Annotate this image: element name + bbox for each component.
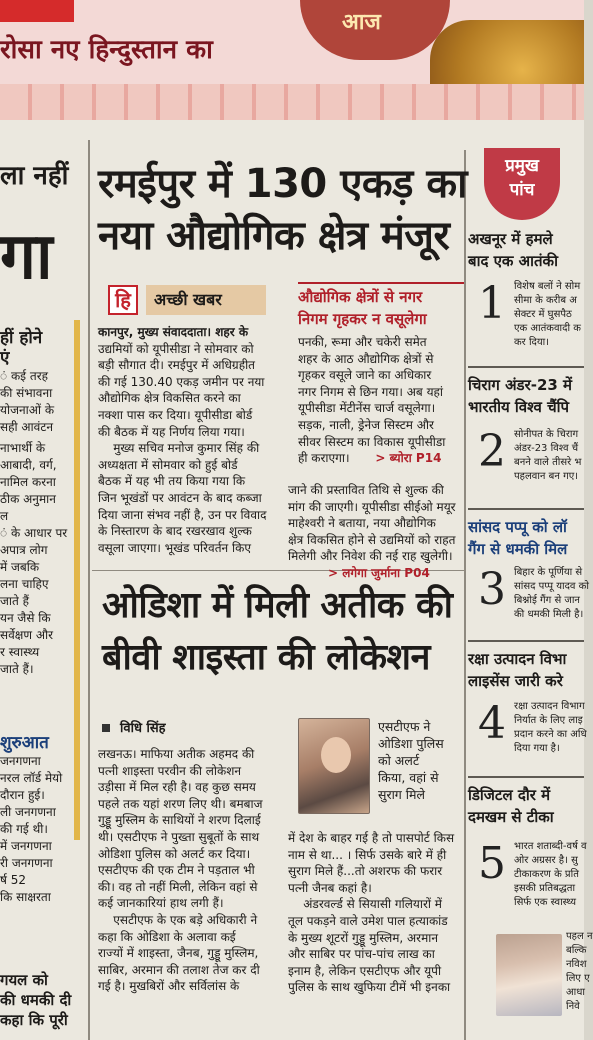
top-five-item-3 <box>468 516 589 636</box>
text-line: क्षेत्र विकसित होने से उद्यमियों को राहत <box>288 532 456 547</box>
text-line: में देश के बाहर गई है तो पासपोर्ट किस <box>288 831 455 845</box>
text-line: में जनगणना <box>0 839 52 853</box>
text-line: निवे <box>566 1001 580 1012</box>
text-line: निगम गृहकर न वसूलेगा <box>298 310 427 328</box>
politician-photo <box>496 934 562 1016</box>
pramukh-paanch-badge <box>484 148 560 220</box>
story2-author: विधि सिंह <box>102 718 166 736</box>
text-line: यूपीसीडा मेंटीनेंस चार्ज वसूलेगा। <box>298 401 436 416</box>
story2-headline <box>102 580 464 684</box>
text-line: किया, वहां से <box>378 770 439 785</box>
text-line: बाद एक आतंकी <box>468 252 558 270</box>
text-line: निर्यात के लिए लाइ <box>514 715 583 726</box>
text-line: दौरान हुई। <box>0 788 45 802</box>
page-reference: > लगेगा जुर्माना P04 <box>328 565 430 580</box>
text-line: पहलवान बन गए। <box>514 471 579 482</box>
text-line: नामिल करना <box>0 475 56 489</box>
text-line: जाने की प्रस्तावित तिथि से शुल्क की <box>288 483 444 497</box>
text-line: ल <box>0 509 9 523</box>
text-line: मुख्य सचिव मनोज कुमार सिंह की <box>98 441 260 456</box>
top-five-item-2 <box>468 374 584 504</box>
top-five-item-5 <box>468 784 587 924</box>
text-line: पत्नी शाइस्ता परवीन की लोकेशन <box>98 763 242 778</box>
item-separator <box>468 366 584 368</box>
text-fragment: ही कराएगा। <box>298 451 350 466</box>
sidebox-title <box>298 282 464 330</box>
text-line: लिए ए <box>566 973 590 984</box>
text-line: उड़ीसा में मिल रही है। वह कुछ समय <box>98 780 256 795</box>
text-line: जिन भूखंडों पर आवंटन के बाद कब्जा <box>98 490 262 505</box>
text-line: कि साक्षरता <box>0 890 51 904</box>
shaista-photo <box>298 718 370 814</box>
item-title <box>468 374 584 418</box>
text-line: की धमकी मिली है। <box>514 609 584 620</box>
text-line: नविश <box>566 959 587 970</box>
left-subhead-2: एं <box>0 348 10 368</box>
item-body <box>514 428 581 484</box>
text-line: दमखम से टीका <box>468 808 554 826</box>
text-line: की धमकी दी <box>0 991 72 1009</box>
text-line: उद्यमियों को यूपीसीडा ने सोमवार को <box>98 341 254 356</box>
text-line: जाते हैं <box>0 594 30 608</box>
banner-headline: रोसा नए हिन्दुस्तान का <box>0 35 213 65</box>
text-line: टीकाकरण के प्रति <box>514 869 579 880</box>
text-line: जनगणना <box>0 754 41 768</box>
photo-side-caption <box>566 930 593 1014</box>
text-line: और साबिर पर पांच-पांच लाख का <box>288 947 435 962</box>
text-line: र स्वास्थ्य <box>0 645 40 659</box>
text-line: में जबकि <box>0 560 40 574</box>
text-line: कहा कि पूरी <box>0 1011 68 1029</box>
text-line: सोनीपत के चिराग <box>514 429 579 440</box>
text-line: एसटीएफ के एक बड़े अधिकारी ने <box>98 912 258 927</box>
text-line: योजनाओं के <box>0 403 55 417</box>
text-line: नाभार्थी के <box>0 441 46 455</box>
text-line: विशेष बलों ने सोम <box>514 281 581 292</box>
text-line: की संभावना <box>0 386 53 400</box>
text-line: भारत शताब्दी-वर्ष व <box>514 841 587 852</box>
top-five-column <box>468 140 593 1040</box>
text-line: नाम से था... । सिर्फ उसके बारे में ही <box>288 847 447 862</box>
item-separator <box>468 508 584 510</box>
text-line: लना चाहिए <box>0 577 49 591</box>
good-news-label: अच्छी खबर <box>146 285 266 315</box>
item-number: 4 <box>478 698 506 749</box>
text-line: बल्कि <box>566 945 587 956</box>
text-line: बिहार के पूर्णिया से <box>514 567 583 578</box>
item-number: 1 <box>478 278 506 329</box>
text-line: लाइसेंस जारी करे <box>468 672 563 690</box>
text-line: सांसद पप्पू को लॉ <box>468 518 567 536</box>
text-line: दिया गया है। <box>514 743 560 754</box>
item-body <box>514 840 587 910</box>
text-line: शहर के आठ औद्योगिक क्षेत्रों से <box>298 351 434 366</box>
text-line: गयल को <box>0 971 48 989</box>
story2-photo-box <box>296 718 464 828</box>
text-line: रक्षा उत्पादन विभाग <box>514 701 585 712</box>
item-body <box>514 700 587 756</box>
text-line: बनने वाले तीसरे भ <box>514 457 582 468</box>
item-number: 3 <box>478 564 506 615</box>
text-line: थी। एसटीएफ ने पुख्ता सुबूतों के साथ <box>98 829 260 844</box>
page-reference-text: ब्योरा P14 <box>389 451 442 466</box>
left-headline-2: गा <box>0 220 51 294</box>
text-line: एक आतंकवादी क <box>514 323 581 334</box>
headline-line: ओडिशा में मिली अतीक की <box>102 585 453 626</box>
text-line: लखनऊ। माफिया अतीक अहमद की <box>98 747 255 761</box>
text-line: कर दिया। <box>514 337 550 348</box>
text-line: सीवर सिस्टम का विकास यूपीसीडा <box>298 434 446 449</box>
banner-aaj-text: आज <box>342 10 381 35</box>
text-line: के मुख्य शूटरों गुड्डू मुस्लिम, अरमान <box>288 930 439 945</box>
text-line: मांग की जाएगी। यूपीसीडा सीईओ मयूर <box>288 499 456 514</box>
text-line: ं के आधार पर <box>0 526 68 540</box>
text-line: री जनगणना <box>0 856 53 870</box>
left-subhead-1: हीं होने <box>0 328 43 348</box>
text-line: चिराग अंडर-23 में <box>468 376 573 394</box>
text-line: की। वह तो नहीं मिली, लेकिन वहां से <box>98 879 258 894</box>
text-line: के निस्तारण के बाद रखरखाव शुल्क <box>98 524 252 539</box>
text-line: सड़क, नाली, ड्रेनेज सिस्टम और <box>298 417 434 432</box>
photo-caption <box>378 718 464 803</box>
text-line: ओडिशा पुलिस <box>378 736 444 751</box>
text-line: नक्शा पास कर दिया। यूपीसीडा बोर्ड <box>98 407 253 422</box>
text-line: नगर निगम से छिन गया। अब यहां <box>298 384 444 399</box>
text-line: पुलिस के साथ खुफिया टीमें भी इनका <box>288 980 451 995</box>
headline-line: रमईपुर में 130 एकड़ का <box>98 161 467 207</box>
text-line: ओर अग्रसर है। सु <box>514 855 578 866</box>
badge-line: पांच <box>509 180 535 200</box>
story1-column-1 <box>98 324 294 556</box>
text-line: आबादी, वर्ग, <box>0 458 57 472</box>
text-line: जाते हैं। <box>0 662 34 676</box>
story1-sidebox <box>298 282 464 470</box>
photo-face <box>321 737 351 773</box>
text-line: डिजिटल दौर में <box>468 786 551 804</box>
text-line: प्रदान करने का अधि <box>514 729 587 740</box>
text-line: सेक्टर में घुसपैठ <box>514 309 572 320</box>
text-line: कई जानकारियां हाथ लगी हैं। <box>98 896 224 911</box>
left-body-1 <box>0 368 74 436</box>
text-line: गुड्डू मुस्लिम के साथियों ने शरण दिलाई <box>98 813 261 828</box>
item-title <box>468 784 584 828</box>
text-line: सर्वेक्षण और <box>0 628 54 642</box>
text-line: वसूला जाएगा। भूखंड परिवर्तन किए <box>98 540 251 555</box>
text-line: बड़ी सौगात दी। रमईपुर में अधिग्रहीत <box>98 358 256 373</box>
page-reference-text: लगेगा जुर्माना P04 <box>342 565 430 580</box>
text-line: अंडर-23 विश्व चैं <box>514 443 579 454</box>
item-separator <box>468 776 584 778</box>
text-line: ं कई तरह <box>0 369 48 383</box>
text-line: माहेश्वरी ने बताया, नया औद्योगिक <box>288 516 436 531</box>
text-line: पहले तक यहां शरण लिए थी। बमबाज <box>98 796 263 811</box>
text-line: अध्यक्षता में सोमवार को हुई बोर्ड <box>98 457 238 472</box>
banner-decorative-border <box>0 84 584 120</box>
text-line: औद्योगिक क्षेत्र विकसित करने का <box>98 391 241 406</box>
text-line: इसकी प्रतिबद्धता <box>514 883 576 894</box>
story1-column-2 <box>288 482 464 582</box>
text-line: तूल पकड़ने वाले उमेश पाल हत्याकांड <box>288 913 448 928</box>
advertisement-banner <box>0 0 584 120</box>
left-section-heading: शुरुआत <box>0 733 49 753</box>
text-line: सुराग मिले हैं...तो अशरफ की फरार <box>288 864 443 879</box>
sidebox-body <box>298 334 464 467</box>
left-story-strip <box>0 140 88 1040</box>
text-line: इनाम है, लेकिन एसटीएफ और यूपी <box>288 963 442 978</box>
story2-column-2 <box>288 830 464 996</box>
top-five-item-1 <box>468 228 584 358</box>
banner-red-block <box>0 0 74 22</box>
item-body <box>514 566 589 622</box>
column-rule-right <box>464 150 466 1040</box>
text-line <box>298 450 464 467</box>
text-line: सिर्फ एक स्वास्थ्य <box>514 897 577 908</box>
left-census-section <box>0 730 88 906</box>
text-line: गृहकर वसूले जाने का अधिकार <box>298 368 432 383</box>
text-line: मिलेगी और निवेश की नई राह खुलेगी। <box>288 549 453 564</box>
text-line: सीमा के करीब अ <box>514 295 577 306</box>
top-five-item-4 <box>468 648 587 768</box>
hindustan-logo-icon: हि <box>108 285 138 315</box>
text-line: सही आवंटन <box>0 420 54 434</box>
text-line: ठीक अनुमान <box>0 492 56 506</box>
text-line: रक्षा उत्पादन विभा <box>468 650 567 668</box>
page-reference: > ब्योरा P14 <box>375 451 442 466</box>
text-line: पहल न <box>566 931 593 942</box>
item-number: 2 <box>478 426 506 477</box>
item-number: 5 <box>478 838 506 889</box>
text-line: आधा <box>566 987 585 998</box>
text-line: बिश्नोई गैंग से जान <box>514 595 580 606</box>
text-line: भारतीय विश्व चैंपि <box>468 398 570 416</box>
left-body-2 <box>0 440 74 678</box>
text-line: ली जनगणना <box>0 805 56 819</box>
text-line: पत्नी जैनब कहां है। <box>288 880 372 895</box>
text-line: एसटीएफ ने <box>378 719 431 734</box>
text-line: अपात्र लोग <box>0 543 48 557</box>
story2-column-1 <box>98 746 288 995</box>
text-line: राज्यों में शाइस्ता, जैनब, गुड्डू मुस्लिम, <box>98 946 259 961</box>
text-line: नरल लॉर्ड मेयो <box>0 771 63 785</box>
item-title <box>468 228 584 272</box>
headline-line: बीवी शाइस्ता की लोकेशन <box>102 637 430 678</box>
text-line: अंडरवर्ल्ड से सियासी गलियारों में <box>288 897 442 912</box>
left-bottom-headline <box>0 970 71 1030</box>
column-rule-left <box>88 140 90 1040</box>
text-line: की गई 130.40 एकड़ जमीन पर नया <box>98 374 265 389</box>
badge-line: प्रमुख <box>505 156 539 176</box>
text-line: कहा कि ओडिशा के अलावा कई <box>98 929 236 944</box>
text-line: सांसद पप्पू यादव को <box>514 581 589 592</box>
text-line: गई है। मुखबिरों और सर्विलांस के <box>98 979 240 994</box>
item-body <box>514 280 581 350</box>
item-separator <box>468 640 584 642</box>
headline-line: नया औद्योगिक क्षेत्र मंजूर <box>98 213 450 259</box>
text-line: कानपुर, मुख्य संवाददाता। शहर के <box>98 325 249 339</box>
text-line: को अलर्ट <box>378 753 420 768</box>
text-line: की गई थी। <box>0 822 48 836</box>
item-title <box>468 648 584 692</box>
text-line: गैंग से धमकी मिल <box>468 540 568 558</box>
text-line: सुराग मिले <box>378 787 425 802</box>
text-line: साबिर, अरमान की तलाश तेज कर दी <box>98 962 260 977</box>
text-line: की बैठक में यह निर्णय लिया गया। <box>98 424 245 439</box>
left-section-body <box>0 753 88 906</box>
story1-headline <box>98 158 468 262</box>
text-line: अखनूर में हमले <box>468 230 553 248</box>
text-line: र्ष 52 <box>0 873 27 887</box>
text-line: बैठक में यह भी तय किया गया कि <box>98 474 246 489</box>
text-line: ओडिशा पुलिस को अलर्ट कर दिया। <box>98 846 251 861</box>
item-title <box>468 516 584 560</box>
text-line: पनकी, रूमा और चकेरी समेत <box>298 335 427 349</box>
text-line: यन जैसे कि <box>0 611 51 625</box>
text-line: दिया जाना संभव नहीं है, उन पर विवाद <box>98 507 267 522</box>
text-line: एसटीएफ की एक टीम ने पड़ताल भी <box>98 863 255 878</box>
left-headline-1: ला नहीं <box>0 161 69 191</box>
text-line: औद्योगिक क्षेत्रों से नगर <box>298 288 423 306</box>
main-column <box>92 140 467 1040</box>
